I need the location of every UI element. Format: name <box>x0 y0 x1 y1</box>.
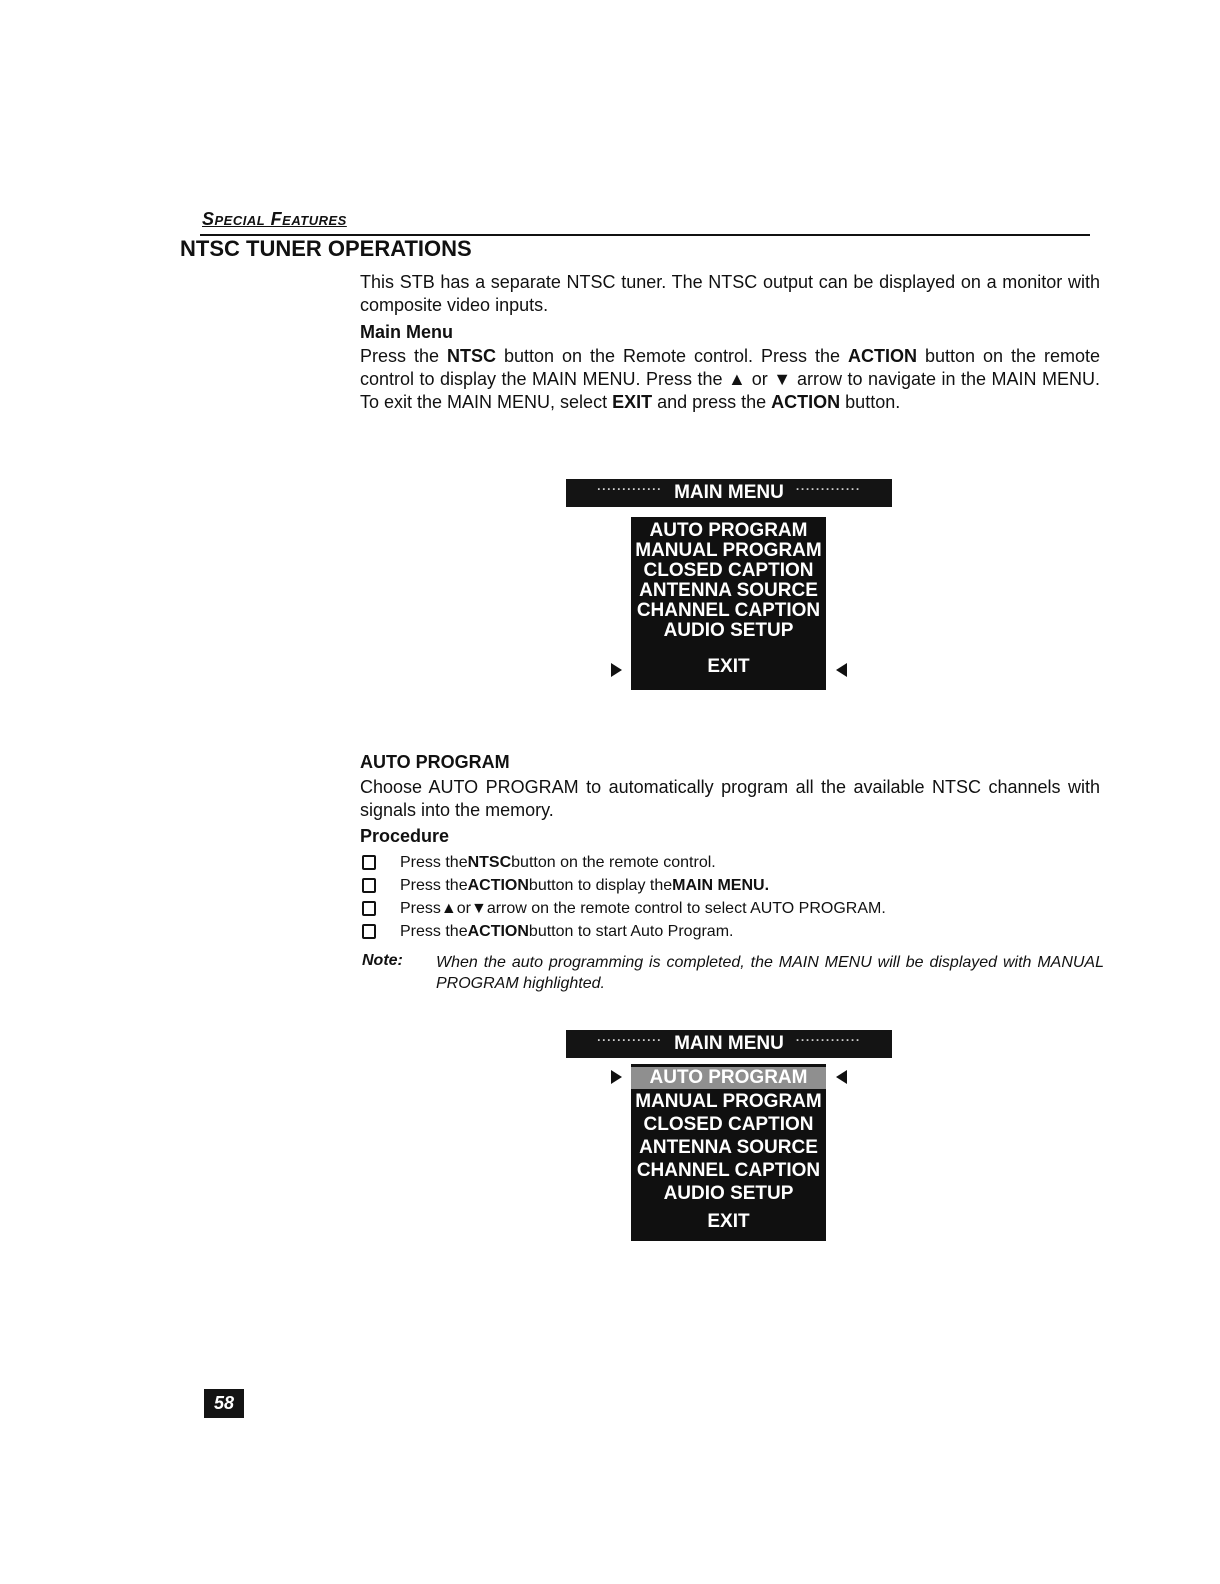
procedure-heading: Procedure <box>360 826 450 846</box>
down-arrow-icon: ▼ <box>773 369 792 389</box>
menu2-title-dots-right: ············· <box>795 1033 861 1047</box>
procedure-step-3: Press ▲ or ▼ arrow on the remote control to select AUTO PROGRAM. <box>362 897 886 920</box>
menu1-title-dots-right: ············· <box>795 482 861 496</box>
menu2-item-auto-program[interactable]: AUTO PROGRAM <box>631 1067 826 1089</box>
checkbox-icon <box>362 855 376 870</box>
procedure-list <box>362 851 886 943</box>
intro-paragraph: This STB has a separate NTSC tuner. The NTSC output can be displayed on a monitor with composite video inputs. <box>360 272 1100 315</box>
menu2-item-audio-setup[interactable]: AUDIO SETUP <box>663 1183 794 1204</box>
menu2-title: MAIN MENU <box>674 1033 784 1054</box>
procedure-step-4: Press the ACTION button to start Auto Program. <box>362 920 886 943</box>
menu1-item-audio-setup[interactable]: AUDIO SETUP <box>663 620 794 641</box>
menu1-title-dots-left: ············· <box>597 482 663 496</box>
main-menu-paragraph: Press the NTSC button on the Remote control. Press the ACTION button on the remote control to display the MAIN MENU. Press the ▲ or ▼ arrow to navigate in the MAIN MENU. To exit the MAIN MENU, select EXIT and press the ACTION button. <box>360 346 1100 412</box>
menu2-cursor-left-icon <box>611 1070 622 1084</box>
menu1-item-channel-caption[interactable]: CHANNEL CAPTION <box>636 600 821 621</box>
auto-program-heading: AUTO PROGRAM <box>360 752 510 772</box>
down-arrow-icon: ▼ <box>470 900 487 917</box>
menu2-item-channel-caption[interactable]: CHANNEL CAPTION <box>636 1160 821 1181</box>
section-label: Special Features <box>202 209 347 229</box>
menu1-cursor-right-icon <box>836 663 847 677</box>
procedure-step-2: Press the ACTION button to display the MAIN MENU. <box>362 874 886 897</box>
menu1-cursor-left-icon <box>611 663 622 677</box>
menu1-item-antenna-source[interactable]: ANTENNA SOURCE <box>639 580 818 601</box>
menu1-item-auto-program[interactable]: AUTO PROGRAM <box>649 520 808 541</box>
main-menu-heading: Main Menu <box>360 322 453 342</box>
page-title: NTSC TUNER OPERATIONS <box>180 236 472 261</box>
note-label: Note: <box>362 952 403 969</box>
menu1-item-exit[interactable]: EXIT <box>707 656 750 677</box>
menu2-title-bar <box>566 1030 892 1058</box>
menu2-cursor-right-icon <box>836 1070 847 1084</box>
up-arrow-icon: ▲ <box>727 369 747 389</box>
menu1-item-closed-caption[interactable]: CLOSED CAPTION <box>643 560 814 581</box>
page-number: 58 <box>204 1389 244 1418</box>
menu2-item-antenna-source[interactable]: ANTENNA SOURCE <box>639 1137 818 1158</box>
procedure-step-1: Press the NTSC button on the remote control. <box>362 851 886 874</box>
checkbox-icon <box>362 901 376 916</box>
menu2-item-closed-caption[interactable]: CLOSED CAPTION <box>643 1114 814 1135</box>
menu2-list <box>631 1064 826 1241</box>
checkbox-icon <box>362 878 376 893</box>
menu2-item-manual-program[interactable]: MANUAL PROGRAM <box>635 1091 822 1112</box>
menu2-item-exit[interactable]: EXIT <box>707 1211 750 1232</box>
up-arrow-icon: ▲ <box>440 900 457 917</box>
menu1-list <box>631 517 826 690</box>
note-text: When the auto programming is completed, the MAIN MENU will be displayed with MANUAL PROGRAM highlighted. <box>436 954 1104 992</box>
checkbox-icon <box>362 924 376 939</box>
menu2-title-dots-left: ············· <box>597 1033 663 1047</box>
menu1-title-bar <box>566 479 892 507</box>
auto-program-paragraph: Choose AUTO PROGRAM to automatically program all the available NTSC channels with signals into the memory. <box>360 777 1100 820</box>
menu1-item-manual-program[interactable]: MANUAL PROGRAM <box>635 540 822 561</box>
menu1-title: MAIN MENU <box>674 482 784 503</box>
